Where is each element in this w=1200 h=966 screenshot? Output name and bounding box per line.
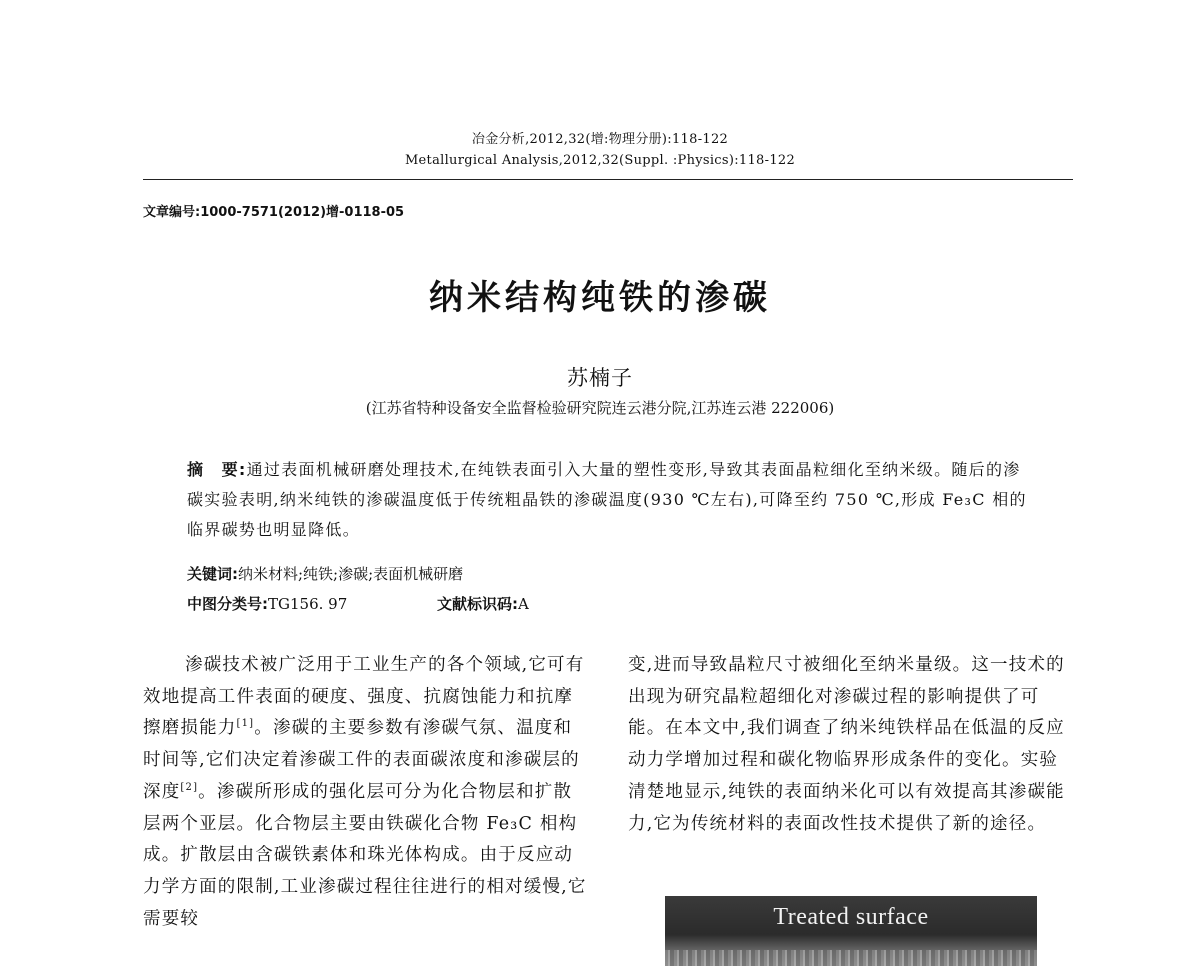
body-left-text-1: 渗碳技术被广泛用于工业生产的各个领域,它可有效地提高工件表面的硬度、强度、抗腐蚀能力和抗摩擦磨损能力: [143, 655, 585, 739]
author-affiliation: (江苏省特种设备安全监督检验研究院连云港分院,江苏连云港 222006): [365, 399, 835, 417]
keywords-text: 纳米材料;纯铁;渗碳;表面机械研磨: [238, 565, 464, 583]
abstract: [187, 455, 1032, 545]
article-number: 文章编号:1000-7571(2012)增-0118-05: [143, 205, 405, 220]
citation-ref-1[interactable]: [1]: [236, 718, 255, 730]
figure-label: Treated surface: [773, 904, 929, 930]
journal-citation-en: Metallurgical Analysis,2012,32(Suppl. :Physics):118-122: [404, 153, 796, 168]
body-right-text: 变,进而导致晶粒尺寸被细化至纳米量级。这一技术的出现为研究晶粒超细化对渗碳过程的影响提供了可能。在本文中,我们调查了纳米纯铁样品在低温的反应动力学增加过程和碳化物临界形成条件的变化。实验清楚地显示,纯铁的表面纳米化可以有效提高其渗碳能力,它为传统材料的表面改性技术提供了新的途径。: [628, 655, 1065, 834]
author-name: 苏楠子: [567, 366, 633, 390]
header-rule: [143, 179, 1073, 180]
micrograph-figure: [665, 896, 1037, 966]
keywords-label: 关键词:: [187, 565, 238, 583]
abstract-label: 摘 要:: [187, 460, 247, 479]
paper-title: 纳米结构纯铁的渗碳: [429, 278, 771, 318]
figure-surface-texture: [665, 950, 1037, 966]
doc-code-label: 文献标识码:: [437, 595, 518, 613]
doc-code-line: [437, 593, 529, 614]
keywords-line: [187, 563, 463, 584]
citation-ref-2[interactable]: [2]: [180, 781, 199, 793]
doc-code-value: A: [518, 595, 529, 613]
clc-value: TG156. 97: [268, 595, 348, 613]
body-left-column: [143, 650, 587, 935]
body-left-text-3: 。渗碳所形成的强化层可分为化合物层和扩散层两个亚层。化合物层主要由铁碳化合物 Fe₃C 相构成。扩散层由含碳铁素体和珠光体构成。由于反应动力学方面的限制,工业渗碳过程往往进行的相对缓慢,它需要较: [143, 781, 587, 929]
body-right-column: [628, 650, 1073, 840]
journal-citation-cn: 冶金分析,2012,32(增:物理分册):118-122: [471, 132, 729, 147]
abstract-text: 通过表面机械研磨处理技术,在纯铁表面引入大量的塑性变形,导致其表面晶粒细化至纳米级。随后的渗碳实验表明,纳米纯铁的渗碳温度低于传统粗晶铁的渗碳温度(930 ℃左右),可降至约 750 ℃,形成 Fe₃C 相的临界碳势也明显降低。: [187, 460, 1027, 539]
body-left-text-2: 。渗碳的主要参数有渗碳气氛、温度和时间等,它们决定着渗碳工件的表面碳浓度和渗碳层的深度: [143, 718, 580, 802]
clc-line: [187, 593, 347, 614]
clc-label: 中图分类号:: [187, 595, 268, 613]
